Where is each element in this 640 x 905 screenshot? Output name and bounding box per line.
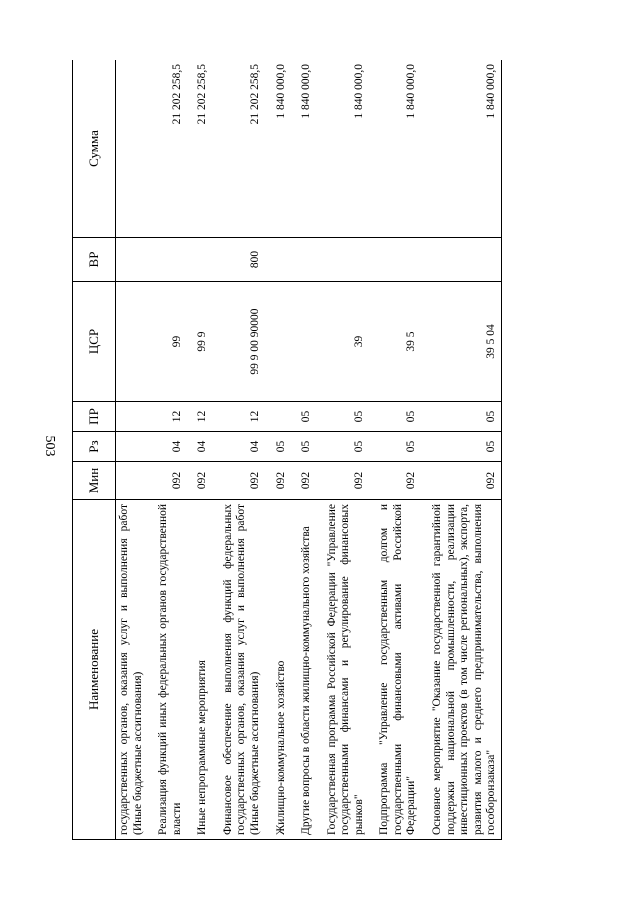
row-name-cell: Реализация функций иных федеральных органов государственной власти (147, 500, 186, 840)
row-pr-cell: 12 (186, 402, 212, 432)
header-csr: ЦСР (73, 282, 116, 402)
row-min-cell: 092 (368, 462, 421, 500)
row-name-cell: Другие вопросы в области жилищно-коммунального хозяйства (290, 500, 316, 840)
row-rz-cell (116, 432, 148, 462)
table-row (147, 60, 186, 840)
row-csr-cell: 99 9 (186, 282, 212, 402)
row-name-cell: Основное мероприятие "Оказание государственной гарантийной поддержки национальной промышленности, реализации инвестиционных проектов (в том числе региональных), экспорта, развития малого и среднего предпринимательства, выполнения гособоронзаказа" (421, 500, 501, 840)
row-name-cell: Финансовое обеспечение выполнения функций федеральных государственных органов, оказания услуг и выполнения работ (Иные бюджетные ассигнования) (212, 500, 265, 840)
row-sum-cell: 1 840 000,0 (265, 60, 291, 238)
table-row (368, 60, 421, 840)
header-min: Мин (73, 462, 116, 500)
row-sum-cell: 1 840 000,0 (316, 60, 369, 238)
row-csr-cell: 99 (147, 282, 186, 402)
row-pr-cell: 12 (147, 402, 186, 432)
row-csr-cell (265, 282, 291, 402)
row-vr-cell (147, 238, 186, 282)
row-csr-cell: 39 5 (368, 282, 421, 402)
row-vr-cell (316, 238, 369, 282)
row-min-cell (116, 462, 148, 500)
row-name-cell: Жилищно-коммунальное хозяйство (265, 500, 291, 840)
row-sum-cell: 1 840 000,0 (421, 60, 501, 238)
row-pr-cell (265, 402, 291, 432)
row-min-cell: 092 (147, 462, 186, 500)
row-sum-cell (116, 60, 148, 238)
table-header-row (73, 60, 116, 840)
row-rz-cell: 05 (290, 432, 316, 462)
table-row (290, 60, 316, 840)
table-row (265, 60, 291, 840)
table-row (316, 60, 369, 840)
row-sum-cell: 21 202 258,5 (186, 60, 212, 238)
row-pr-cell: 12 (212, 402, 265, 432)
row-min-cell: 092 (186, 462, 212, 500)
row-rz-cell: 04 (186, 432, 212, 462)
row-name-cell: Государственная программа Российской Федерации "Управление государственными финансами и регулирование финансовых рынков" (316, 500, 369, 840)
header-name: Наименование (73, 500, 116, 840)
header-pr: ПР (73, 402, 116, 432)
row-vr-cell (116, 238, 148, 282)
row-rz-cell: 05 (368, 432, 421, 462)
header-vr: ВР (73, 238, 116, 282)
row-csr-cell: 39 5 04 (421, 282, 501, 402)
row-vr-cell (265, 238, 291, 282)
table-row (421, 60, 501, 840)
row-sum-cell: 1 840 000,0 (290, 60, 316, 238)
row-pr-cell: 05 (290, 402, 316, 432)
header-rz: Рз (73, 432, 116, 462)
row-vr-cell (290, 238, 316, 282)
row-min-cell: 092 (316, 462, 369, 500)
row-min-cell: 092 (265, 462, 291, 500)
row-vr-cell (186, 238, 212, 282)
row-csr-cell (290, 282, 316, 402)
row-name-cell: государственных органов, оказания услуг и выполнения работ (Иные бюджетные ассигнования) (116, 500, 148, 840)
row-min-cell: 092 (212, 462, 265, 500)
row-sum-cell: 21 202 258,5 (147, 60, 186, 238)
row-sum-cell: 1 840 000,0 (368, 60, 421, 238)
table-row (186, 60, 212, 840)
row-pr-cell: 05 (368, 402, 421, 432)
row-vr-cell: 800 (212, 238, 265, 282)
table-viewport (72, 60, 567, 840)
table-row (212, 60, 265, 840)
row-csr-cell: 39 (316, 282, 369, 402)
row-sum-cell: 21 202 258,5 (212, 60, 265, 238)
page-number: 503 (42, 435, 57, 457)
table-row (116, 60, 148, 840)
row-pr-cell (116, 402, 148, 432)
row-min-cell: 092 (290, 462, 316, 500)
row-min-cell: 092 (421, 462, 501, 500)
budget-table (72, 60, 502, 840)
row-name-cell: Иные непрограммные мероприятия (186, 500, 212, 840)
row-pr-cell: 05 (421, 402, 501, 432)
header-sum: Сумма (73, 60, 116, 238)
row-name-cell: Подпрограмма "Управление государственным долгом и государственными финансовыми активами Российской Федерации" (368, 500, 421, 840)
row-csr-cell: 99 9 00 90000 (212, 282, 265, 402)
row-rz-cell: 05 (265, 432, 291, 462)
row-rz-cell: 05 (316, 432, 369, 462)
rotated-table-container (72, 60, 567, 840)
row-csr-cell (116, 282, 148, 402)
row-rz-cell: 04 (212, 432, 265, 462)
row-rz-cell: 05 (421, 432, 501, 462)
row-pr-cell: 05 (316, 402, 369, 432)
row-vr-cell (421, 238, 501, 282)
row-vr-cell (368, 238, 421, 282)
row-rz-cell: 04 (147, 432, 186, 462)
